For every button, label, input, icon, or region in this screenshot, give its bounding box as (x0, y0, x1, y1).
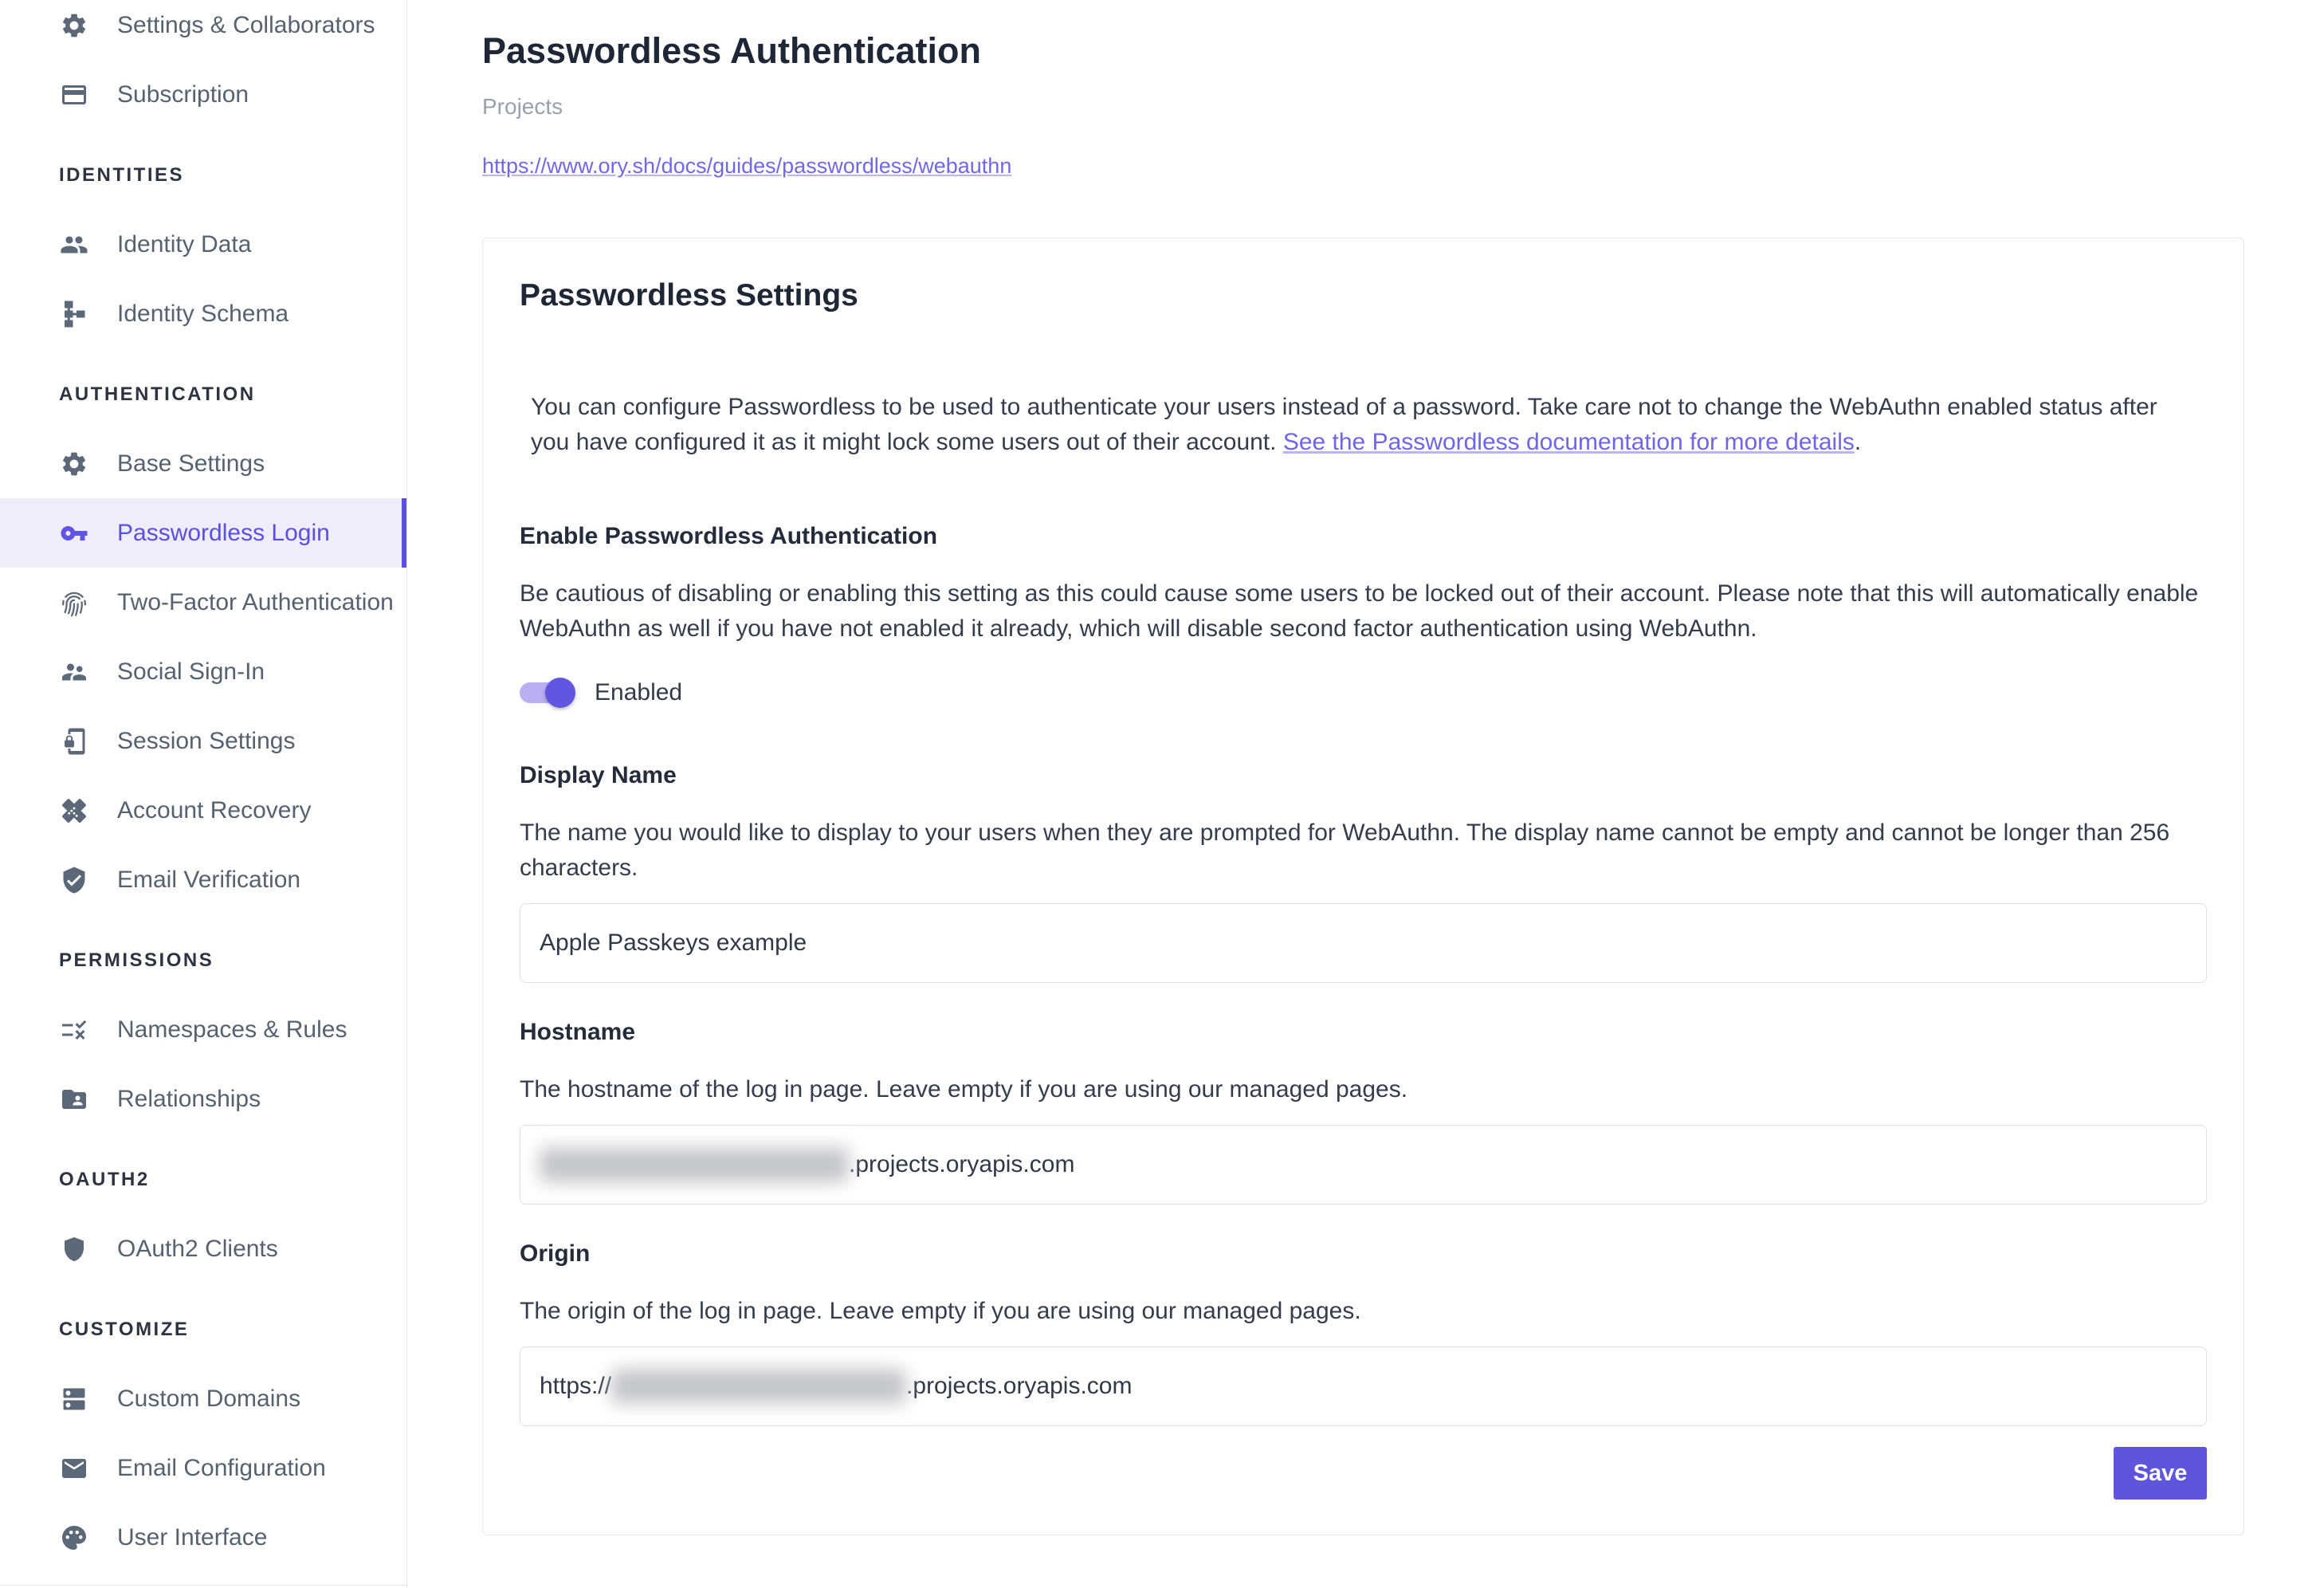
folder-person-icon (60, 1085, 88, 1114)
credit-card-icon (60, 81, 88, 109)
sidebar-item-identity-data[interactable] (0, 210, 406, 279)
healing-icon (60, 796, 88, 825)
sidebar-item-email-configuration[interactable] (0, 1433, 406, 1503)
sidebar-item-passwordless-login[interactable] (0, 498, 406, 568)
sidebar-item-label: Account Recovery (117, 796, 312, 823)
rule-icon (60, 1016, 88, 1044)
envelope-icon (60, 1454, 88, 1483)
sidebar-item-account-recovery[interactable] (0, 776, 406, 845)
breadcrumb: Projects (482, 94, 563, 119)
redacted-text (540, 1147, 849, 1182)
sidebar-item-label: Identity Data (117, 230, 252, 257)
origin-label: Origin (520, 1240, 591, 1267)
intro-paragraph (520, 390, 2201, 460)
sidebar-item-email-verification[interactable] (0, 845, 406, 914)
sidebar-item-custom-domains[interactable] (0, 1364, 406, 1433)
social-icon (60, 658, 88, 686)
enable-toggle-row (520, 675, 2207, 710)
sidebar-item-label: Subscription (117, 81, 249, 108)
hostname-description: The hostname of the log in page. Leave empty if you are using our managed pages. (520, 1076, 1408, 1103)
sidebar-item-relationships[interactable] (0, 1064, 406, 1134)
sidebar-item-label: Namespaces & Rules (117, 1016, 347, 1043)
origin-description: The origin of the log in page. Leave empty if you are using our managed pages. (520, 1298, 1361, 1324)
sidebar-item-label: Settings & Collaborators (117, 11, 375, 38)
sidebar (0, 0, 407, 1588)
fingerprint-icon (60, 588, 88, 617)
sidebar-section-authentication: AUTHENTICATION (59, 383, 256, 405)
redacted-text (611, 1369, 906, 1404)
page-title: Passwordless Authentication (482, 30, 981, 71)
intro-text: You can configure Passwordless to be used to authenticate your users instead of a password. Take care not to change the WebAuthn enabled status after you have configured it as it might lock some users out of their account. (531, 394, 2157, 455)
sidebar-item-label: Social Sign-In (117, 658, 265, 685)
sidebar-item-two-factor-authentication[interactable] (0, 568, 406, 637)
passwordless-doc-link[interactable]: See the Passwordless documentation for more details (1282, 429, 1855, 455)
sidebar-item-label: Email Verification (117, 866, 301, 893)
doc-link[interactable]: https://www.ory.sh/docs/guides/passwordless/webauthn (482, 154, 1012, 178)
sidebar-item-label: Base Settings (117, 450, 265, 477)
gear-icon (60, 11, 88, 40)
origin-suffix: .projects.oryapis.com (906, 1373, 1133, 1399)
sidebar-section-permissions: PERMISSIONS (59, 949, 214, 971)
sidebar-item-label: Relationships (117, 1085, 261, 1112)
toggle-state-label: Enabled (595, 679, 683, 706)
toggle-thumb (545, 678, 575, 708)
sidebar-item-label: Session Settings (117, 727, 296, 754)
palette-icon (60, 1523, 88, 1552)
sidebar-item-oauth2-clients[interactable] (0, 1214, 406, 1283)
people-icon (60, 230, 88, 259)
card-title: Passwordless Settings (520, 278, 858, 312)
sidebar-item-label: Custom Domains (117, 1385, 301, 1412)
phone-lock-icon (60, 727, 88, 756)
sidebar-item-label: User Interface (117, 1523, 268, 1551)
display-name-input[interactable] (520, 903, 2207, 983)
sidebar-section-customize: CUSTOMIZE (59, 1318, 190, 1340)
sidebar-item-base-settings[interactable] (0, 429, 406, 498)
sidebar-item-namespaces-rules[interactable] (0, 995, 406, 1064)
domains-icon (60, 1385, 88, 1413)
sidebar-nav (0, 0, 406, 1572)
sidebar-bottom-divider (0, 1585, 406, 1586)
intro-suffix: . (1854, 429, 1862, 455)
display-name-value: Apple Passkeys example (540, 930, 807, 956)
sidebar-item-user-interface[interactable] (0, 1503, 406, 1572)
hostname-suffix: .projects.oryapis.com (849, 1151, 1075, 1177)
sidebar-section-identities: IDENTITIES (59, 163, 185, 186)
sidebar-section-oauth2: OAUTH2 (59, 1168, 150, 1190)
sidebar-item-settings-collaborators[interactable] (0, 0, 406, 60)
display-name-description: The name you would like to display to your users when they are prompted for WebAuthn. The display name cannot be empty and cannot be longer than 256 characters. (520, 820, 2170, 881)
sidebar-item-label: Passwordless Login (117, 519, 330, 546)
sidebar-item-label: Two-Factor Authentication (117, 588, 394, 615)
enable-passwordless-description: Be cautious of disabling or enabling this setting as this could cause some users to be locked out of their account. Please note that this will automatically enable WebAuthn as well if you have not enabled it already, which will disable second factor authentication using WebAuthn. (520, 580, 2199, 642)
key-icon (60, 519, 88, 548)
sidebar-item-label: Identity Schema (117, 300, 289, 327)
sidebar-item-label: Email Configuration (117, 1454, 326, 1481)
sidebar-item-identity-schema[interactable] (0, 279, 406, 348)
sidebar-item-session-settings[interactable] (0, 706, 406, 776)
passwordless-settings-card (482, 238, 2244, 1535)
gear-icon (60, 450, 88, 478)
save-button[interactable]: Save (2114, 1447, 2207, 1500)
passwordless-toggle[interactable] (520, 682, 574, 703)
sidebar-item-subscription[interactable] (0, 60, 406, 129)
hostname-input[interactable] (520, 1125, 2207, 1205)
sidebar-item-label: OAuth2 Clients (117, 1235, 278, 1262)
sidebar-item-social-sign-in[interactable] (0, 637, 406, 706)
main-content (407, 0, 2324, 1588)
hostname-label: Hostname (520, 1019, 636, 1045)
shield-check-icon (60, 866, 88, 894)
schema-icon (60, 300, 88, 328)
origin-input[interactable] (520, 1346, 2207, 1426)
save-row (520, 1447, 2207, 1500)
shield-icon (60, 1235, 88, 1264)
enable-passwordless-label: Enable Passwordless Authentication (520, 523, 938, 549)
origin-prefix: https:// (540, 1373, 612, 1399)
display-name-label: Display Name (520, 762, 677, 788)
